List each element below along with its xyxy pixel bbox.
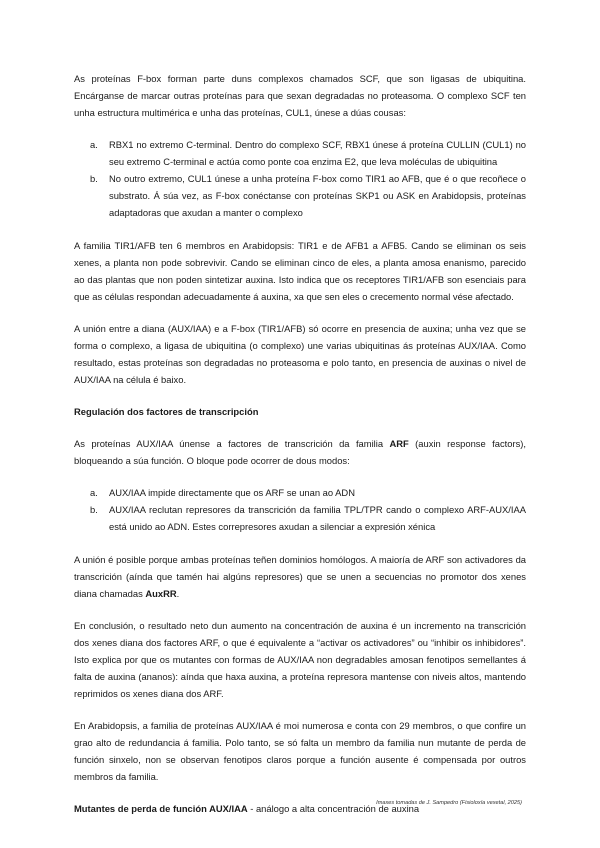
list-item-text: No outro extremo, CUL1 únese a unha proteína F-box como TIR1 ao AFB, que é o que recoñece o substrato. Á súa vez, as F-box conéctanse con proteínas SKP1 ou ASK en Arabidopsis, proteínas adaptadoras que axudan a manter o complexo	[109, 173, 526, 218]
list-item	[74, 136, 526, 170]
list-marker: b.	[90, 173, 98, 184]
text-run: As proteínas AUX/IAA únense a factores de transcrición da familia	[74, 438, 390, 449]
list-marker: a.	[90, 487, 98, 498]
paragraph-scf-intro: As proteínas F-box forman parte duns complexos chamados SCF, que son ligasas de ubiquitina. Encárganse de marcar outras proteínas para que sexan degradadas no proteasoma. O complexo SCF ten unha estructura multimérica e unha das proteínas, CUL1, únese a dúas cousas:	[74, 73, 526, 118]
bold-term-arf: ARF	[389, 438, 409, 449]
list-item	[74, 501, 526, 535]
list-item	[74, 170, 526, 221]
list-item-text: AUX/IAA reclutan represores da transcrición da familia TPL/TPR cando o complexo ARF-AUX/IAA está unido ao ADN. Estes correpresores axudan a silenciar a expresión xénica	[109, 504, 526, 532]
list-block-modes	[74, 484, 526, 535]
text-run: (auxin response factors), bloqueando a súa función. O bloque pode ocorrer de dous modos:	[74, 438, 526, 466]
paragraph-homologous-domains	[74, 551, 526, 602]
text-run: .	[176, 588, 180, 599]
list-item	[74, 484, 526, 501]
paragraph-aux-iaa-binding: A unión entre a diana (AUX/IAA) e a F-box (TIR1/AFB) só ocorre en presencia de auxina; unha vez que se forma o complexo, a ligasa de ubiquitina (o complexo) une varias ubiquitinas ás proteínas AUX/IAA. Como resultado, estas proteínas son degradadas no proteasoma e polo tanto, en presencia de auxinas o nivel de AUX/IAA na célula é baixo.	[74, 323, 526, 385]
paragraph-redundancy: En Arabidopsis, a familia de proteínas AUX/IAA é moi numerosa e conta con 29 membros, o que confire un grao alto de redundancia á familia. Polo tanto, se só falta un membro da familia nun mutante de perda de función sinxelo, non se observan fenotipos claros porque a función ausente é compensada por outros membros da familia.	[74, 720, 526, 782]
list-marker: a.	[90, 139, 98, 150]
paragraph-arf-intro	[74, 435, 526, 469]
list-item-text: AUX/IAA impide directamente que os ARF se unan ao ADN	[109, 487, 355, 498]
paragraph-tir1-afb-family: A familia TIR1/AFB ten 6 membros en Arabidopsis: TIR1 e de AFB1 a AFB5. Cando se eliminan os seis xenes, a planta non pode sobrevivir. Cando se eliminan cinco de eles, a planta amosa enanismo, parecido ao das plantas que non poden sintetizar auxina. Isto indica que os receptores TIR1/AFB son esenciais para que as células respondan adecuadamente á auxina, xa que sen eles o crecemento normal vése afectado.	[74, 240, 526, 302]
paragraph-conclusion: En conclusión, o resultado neto dun aumento na concentración de auxina é un incremento na transcrición dos xenes diana dos factores ARF, o que é equivalente a “activar os activadores” ou “inhibir os inhibidores”. Isto explica por que os mutantes con formas de AUX/IAA non degradables amosan fenotipos semellantes á falta de auxina (ananos): aínda que haxa auxina, a proteína represora mantense con niveis altos, mantendo reprimidos os xenes diana dos ARF.	[74, 620, 526, 699]
heading-rest-part: - análogo a alta concentración de auxina	[247, 803, 420, 814]
bold-term-auxrr: AuxRR	[145, 588, 177, 599]
list-item-text: RBX1 no extremo C-terminal. Dentro do complexo SCF, RBX1 únese á proteína CULLIN (CUL1) no seu extremo C-terminal e actúa como ponte coa enzima E2, que leva moléculas de ubiquitina	[109, 139, 526, 167]
list-marker: b.	[90, 504, 98, 515]
section-heading-transcription: Regulación dos factores de transcripción	[74, 406, 259, 417]
list-cul1-binding	[74, 136, 526, 221]
image-credit-footer: Imaxes tomadas de J. Sampedro (Fisioloxía vexetal, 2025)	[376, 800, 522, 806]
heading-bold-part: Mutantes de perda de función AUX/IAA	[74, 803, 248, 814]
document-body	[74, 70, 526, 832]
text-run: A unión é posible porque ambas proteínas teñen dominios homólogos. A maioría de ARF son activadores da transcrición (aínda que tamén hai algúns represores) que se unen a secuencias no promotor dos xenes diana chamadas	[74, 554, 526, 599]
